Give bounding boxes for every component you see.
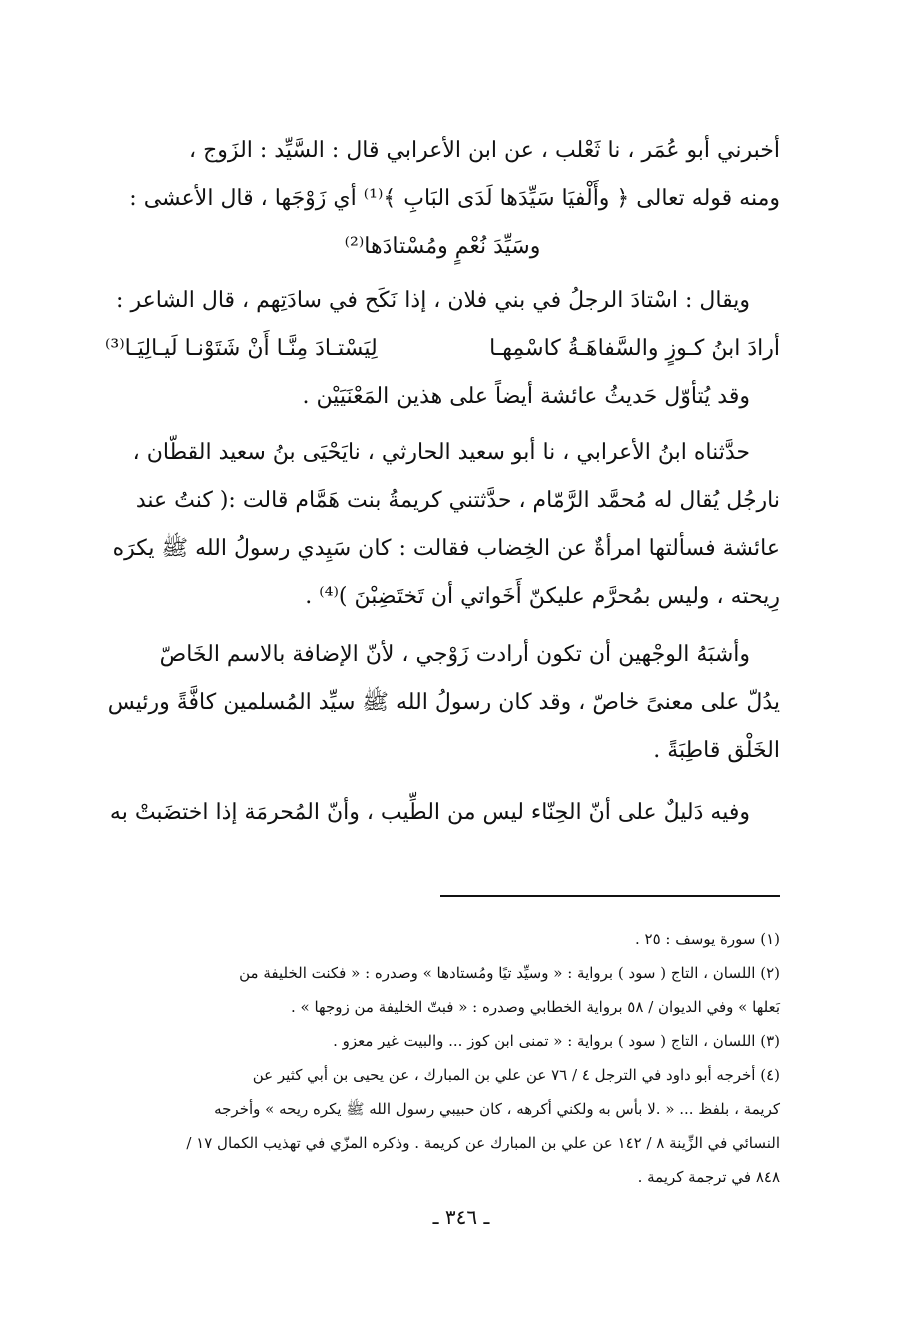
paragraph-line: الخَلْق قاطِبَةً . xyxy=(653,738,780,763)
verse-line: وسَيِّدَ نُعْمٍ ومُسْتادَها⁽²⁾ xyxy=(344,234,541,259)
footnote-line: النسائي في الزِّينة ٨ / ١٤٢ عن علي بن المبارك عن كريمة . وذكره المزّي في تهذيب الكمال ١٧ / xyxy=(186,1134,780,1152)
paragraph-line: ويقال : اسْتادَ الرجلُ في بني فلان ، إذا نَكَح في سادَتِهم ، قال الشاعر : xyxy=(116,288,750,313)
paragraph-line: حدَّثناه ابنُ الأعرابي ، نا أبو سعيد الحارثي ، نايَحْيَى بنُ سعيد القطّان ، xyxy=(132,440,750,465)
paragraph-line: عائشة فسألتها امرأةٌ عن الخِضاب فقالت : كان سَيِدي رسولُ الله ﷺ يكرَه xyxy=(112,536,780,561)
paragraph-line: ومنه قوله تعالى ﴿ وأَلْفيَا سَيِّدَها لَدَى البَابِ ﴾⁽¹⁾ أي زَوْجَها ، قال الأعشى : xyxy=(129,186,780,211)
footnote-line: ٨٤٨ في ترجمة كريمة . xyxy=(637,1168,780,1186)
paragraph-line: يدُلّ على معنىً خاصّ ، وقد كان رسولُ الله ﷺ سيِّد المُسلمين كافَّةً ورئيس xyxy=(107,690,780,715)
paragraph-line: أخبرني أبو عُمَر ، نا ثَعْلب ، عن ابن الأعرابي قال : السَّيِّد : الزَوج ، xyxy=(189,138,780,163)
footnote-line: (٣) اللسان ، التاج ( سود ) برواية : « تمنى ابن كوز ... والبيت غير معزو . xyxy=(333,1032,780,1050)
paragraph-line: نارجُل يُقال له مُحمَّد الرَّمّام ، حدَّثتني كريمةُ بنت هَمَّام قالت :( كنتُ عند xyxy=(135,488,780,513)
footnote-line: بَعلها » وفي الديوان / ٥٨ برواية الخطابي وصدره : « فبتّ الخليفة من زوجها » . xyxy=(290,998,780,1016)
verse-second-hemistich: لِيَسْتـادَ مِنَّـا أَنْ شَتَوْنـا لَيـالِيَـا⁽³⁾ xyxy=(105,336,378,361)
verse-first-hemistich: أرادَ ابنُ كـوزٍ والسَّفاهَـةُ كاسْمِهـا xyxy=(489,336,780,361)
verse-couplet xyxy=(105,325,780,373)
paragraph-line: وأشبَهُ الوجْهين أن تكون أرادت زَوْجي ، لأنّ الإضافة بالاسم الخَاصّ xyxy=(159,642,750,667)
paragraph-line: وقد يُتأوّل حَديثُ عائشة أيضاً على هذين المَعْنَيَيْن . xyxy=(302,384,750,409)
footnote-line: (٢) اللسان ، التاج ( سود ) برواية : « وسيِّد تيًا ومُستادها » وصدره : « فكنت الخليفة من xyxy=(239,964,780,982)
footnotes xyxy=(105,922,780,1194)
footnote-line: كريمة ، بلفظ ... « .لا بأس به ولكني أكرهه ، كان حبيبي رسول الله ﷺ يكره ريحه » وأخرجه xyxy=(214,1100,780,1118)
footnote-divider xyxy=(440,895,780,897)
main-text xyxy=(105,127,780,837)
paragraph-line: وفيه دَليلٌ على أنّ الحِنّاء ليس من الطِّيب ، وأنّ المُحرمَة إذا اختضَبتْ به xyxy=(109,800,750,825)
footnote-line: (٤) أخرجه أبو داود في الترجل ٤ / ٧٦ عن علي بن المبارك ، عن يحيى بن أبي كثير عن xyxy=(252,1066,780,1084)
paragraph-line: رِيحته ، وليس بمُحرَّم عليكنّ أَخَواتي أن تَختَضِبْنَ )⁽⁴⁾ . xyxy=(305,584,780,609)
footnote-line: (١) سورة يوسف : ٢٥ . xyxy=(634,930,780,948)
page-number: ـ ٣٤٦ ـ xyxy=(432,1205,490,1229)
